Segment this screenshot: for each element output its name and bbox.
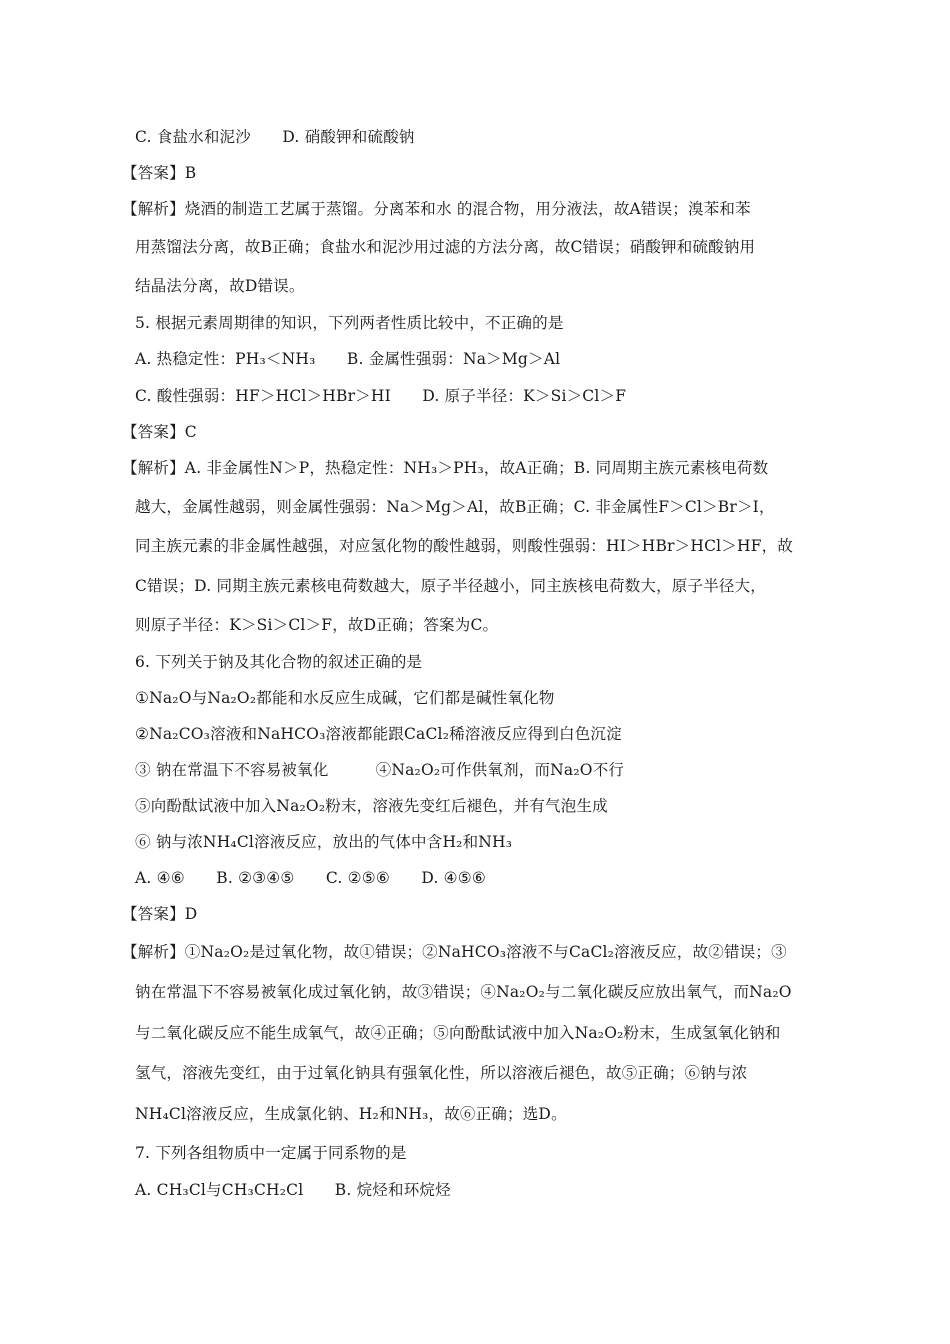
explanation-line: 与二氧化碳反应不能生成氧气，故④正确；⑤向酚酞试液中加入Na₂O₂粉末，生成氢氧化钠和 xyxy=(135,1024,781,1042)
question-6-statement: ⑤向酚酞试液中加入Na₂O₂粉末，溶液先变红后褪色，并有气泡生成 xyxy=(135,797,608,815)
explanation-line: C错误；D. 同期主族元素核电荷数越大，原子半径越小，同主族核电荷数大，原子半径大， xyxy=(135,577,766,595)
explanation-line: 【解析】A. 非金属性N＞P，热稳定性：NH₃＞PH₃，故A正确；B. 同周期主族元素核电荷数 xyxy=(122,459,769,477)
question-6-statement: ①Na₂O与Na₂O₂都能和水反应生成碱，它们都是碱性氧化物 xyxy=(135,689,555,707)
question-5-title: 5. 根据元素周期律的知识，下列两者性质比较中，不正确的是 xyxy=(135,314,564,332)
question-7-options-a-b: A. CH₃Cl与CH₃CH₂Cl B. 烷烃和环烷烃 xyxy=(135,1181,451,1199)
question-6-statement: ②Na₂CO₃溶液和NaHCO₃溶液都能跟CaCl₂稀溶液反应得到白色沉淀 xyxy=(135,725,622,743)
explanation-line: 同主族元素的非金属性越强，对应氢化物的酸性越弱，则酸性强弱：HI＞HBr＞HCl＞HF，故 xyxy=(135,537,794,555)
question-5-options-c-d: C. 酸性强弱：HF＞HCl＞HBr＞HI D. 原子半径：K＞Si＞Cl＞F xyxy=(135,387,627,405)
question-7-title: 7. 下列各组物质中一定属于同系物的是 xyxy=(135,1144,407,1162)
question-6-title: 6. 下列关于钠及其化合物的叙述正确的是 xyxy=(135,653,423,671)
answer-line: 【答案】C xyxy=(122,423,197,441)
explanation-line: 越大，金属性越弱，则金属性强弱：Na＞Mg＞Al，故B正确；C. 非金属性F＞Cl＞Br＞I， xyxy=(135,498,775,516)
question-6-statement: ③ 钠在常温下不容易被氧化 ④Na₂O₂可作供氧剂，而Na₂O不行 xyxy=(135,761,625,779)
explanation-line: 结晶法分离，故D错误。 xyxy=(135,277,305,295)
explanation-line: 【解析】①Na₂O₂是过氧化物，故①错误；②NaHCO₃溶液不与CaCl₂溶液反应，故②错误；③ xyxy=(122,943,787,961)
question-6-options: A. ④⑥ B. ②③④⑤ C. ②⑤⑥ D. ④⑤⑥ xyxy=(135,869,486,887)
question-6-statement: ⑥ 钠与浓NH₄Cl溶液反应，放出的气体中含H₂和NH₃ xyxy=(135,833,513,851)
explanation-line: 则原子半径：K＞Si＞Cl＞F，故D正确；答案为C。 xyxy=(135,616,499,634)
option-line-c-d: C. 食盐水和泥沙 D. 硝酸钾和硫酸钠 xyxy=(135,128,415,146)
explanation-line: 氢气，溶液先变红，由于过氧化钠具有强氧化性，所以溶液后褪色，故⑤正确；⑥钠与浓 xyxy=(135,1064,748,1082)
answer-line: 【答案】B xyxy=(122,164,197,182)
explanation-line: NH₄Cl溶液反应，生成氯化钠、H₂和NH₃，故⑥正确；选D。 xyxy=(135,1105,567,1123)
explanation-line: 用蒸馏法分离，故B正确；食盐水和泥沙用过滤的方法分离，故C错误；硝酸钾和硫酸钠用 xyxy=(135,238,756,256)
answer-line: 【答案】D xyxy=(122,905,198,923)
explanation-line: 钠在常温下不容易被氧化成过氧化钠，故③错误；④Na₂O₂与二氧化碳反应放出氧气，而Na₂O xyxy=(135,983,792,1001)
question-5-options-a-b: A. 热稳定性：PH₃＜NH₃ B. 金属性强弱：Na＞Mg＞Al xyxy=(135,350,561,368)
explanation-line: 【解析】烧酒的制造工艺属于蒸馏。分离苯和水 的混合物，用分液法，故A错误；溴苯和苯 xyxy=(122,200,751,218)
